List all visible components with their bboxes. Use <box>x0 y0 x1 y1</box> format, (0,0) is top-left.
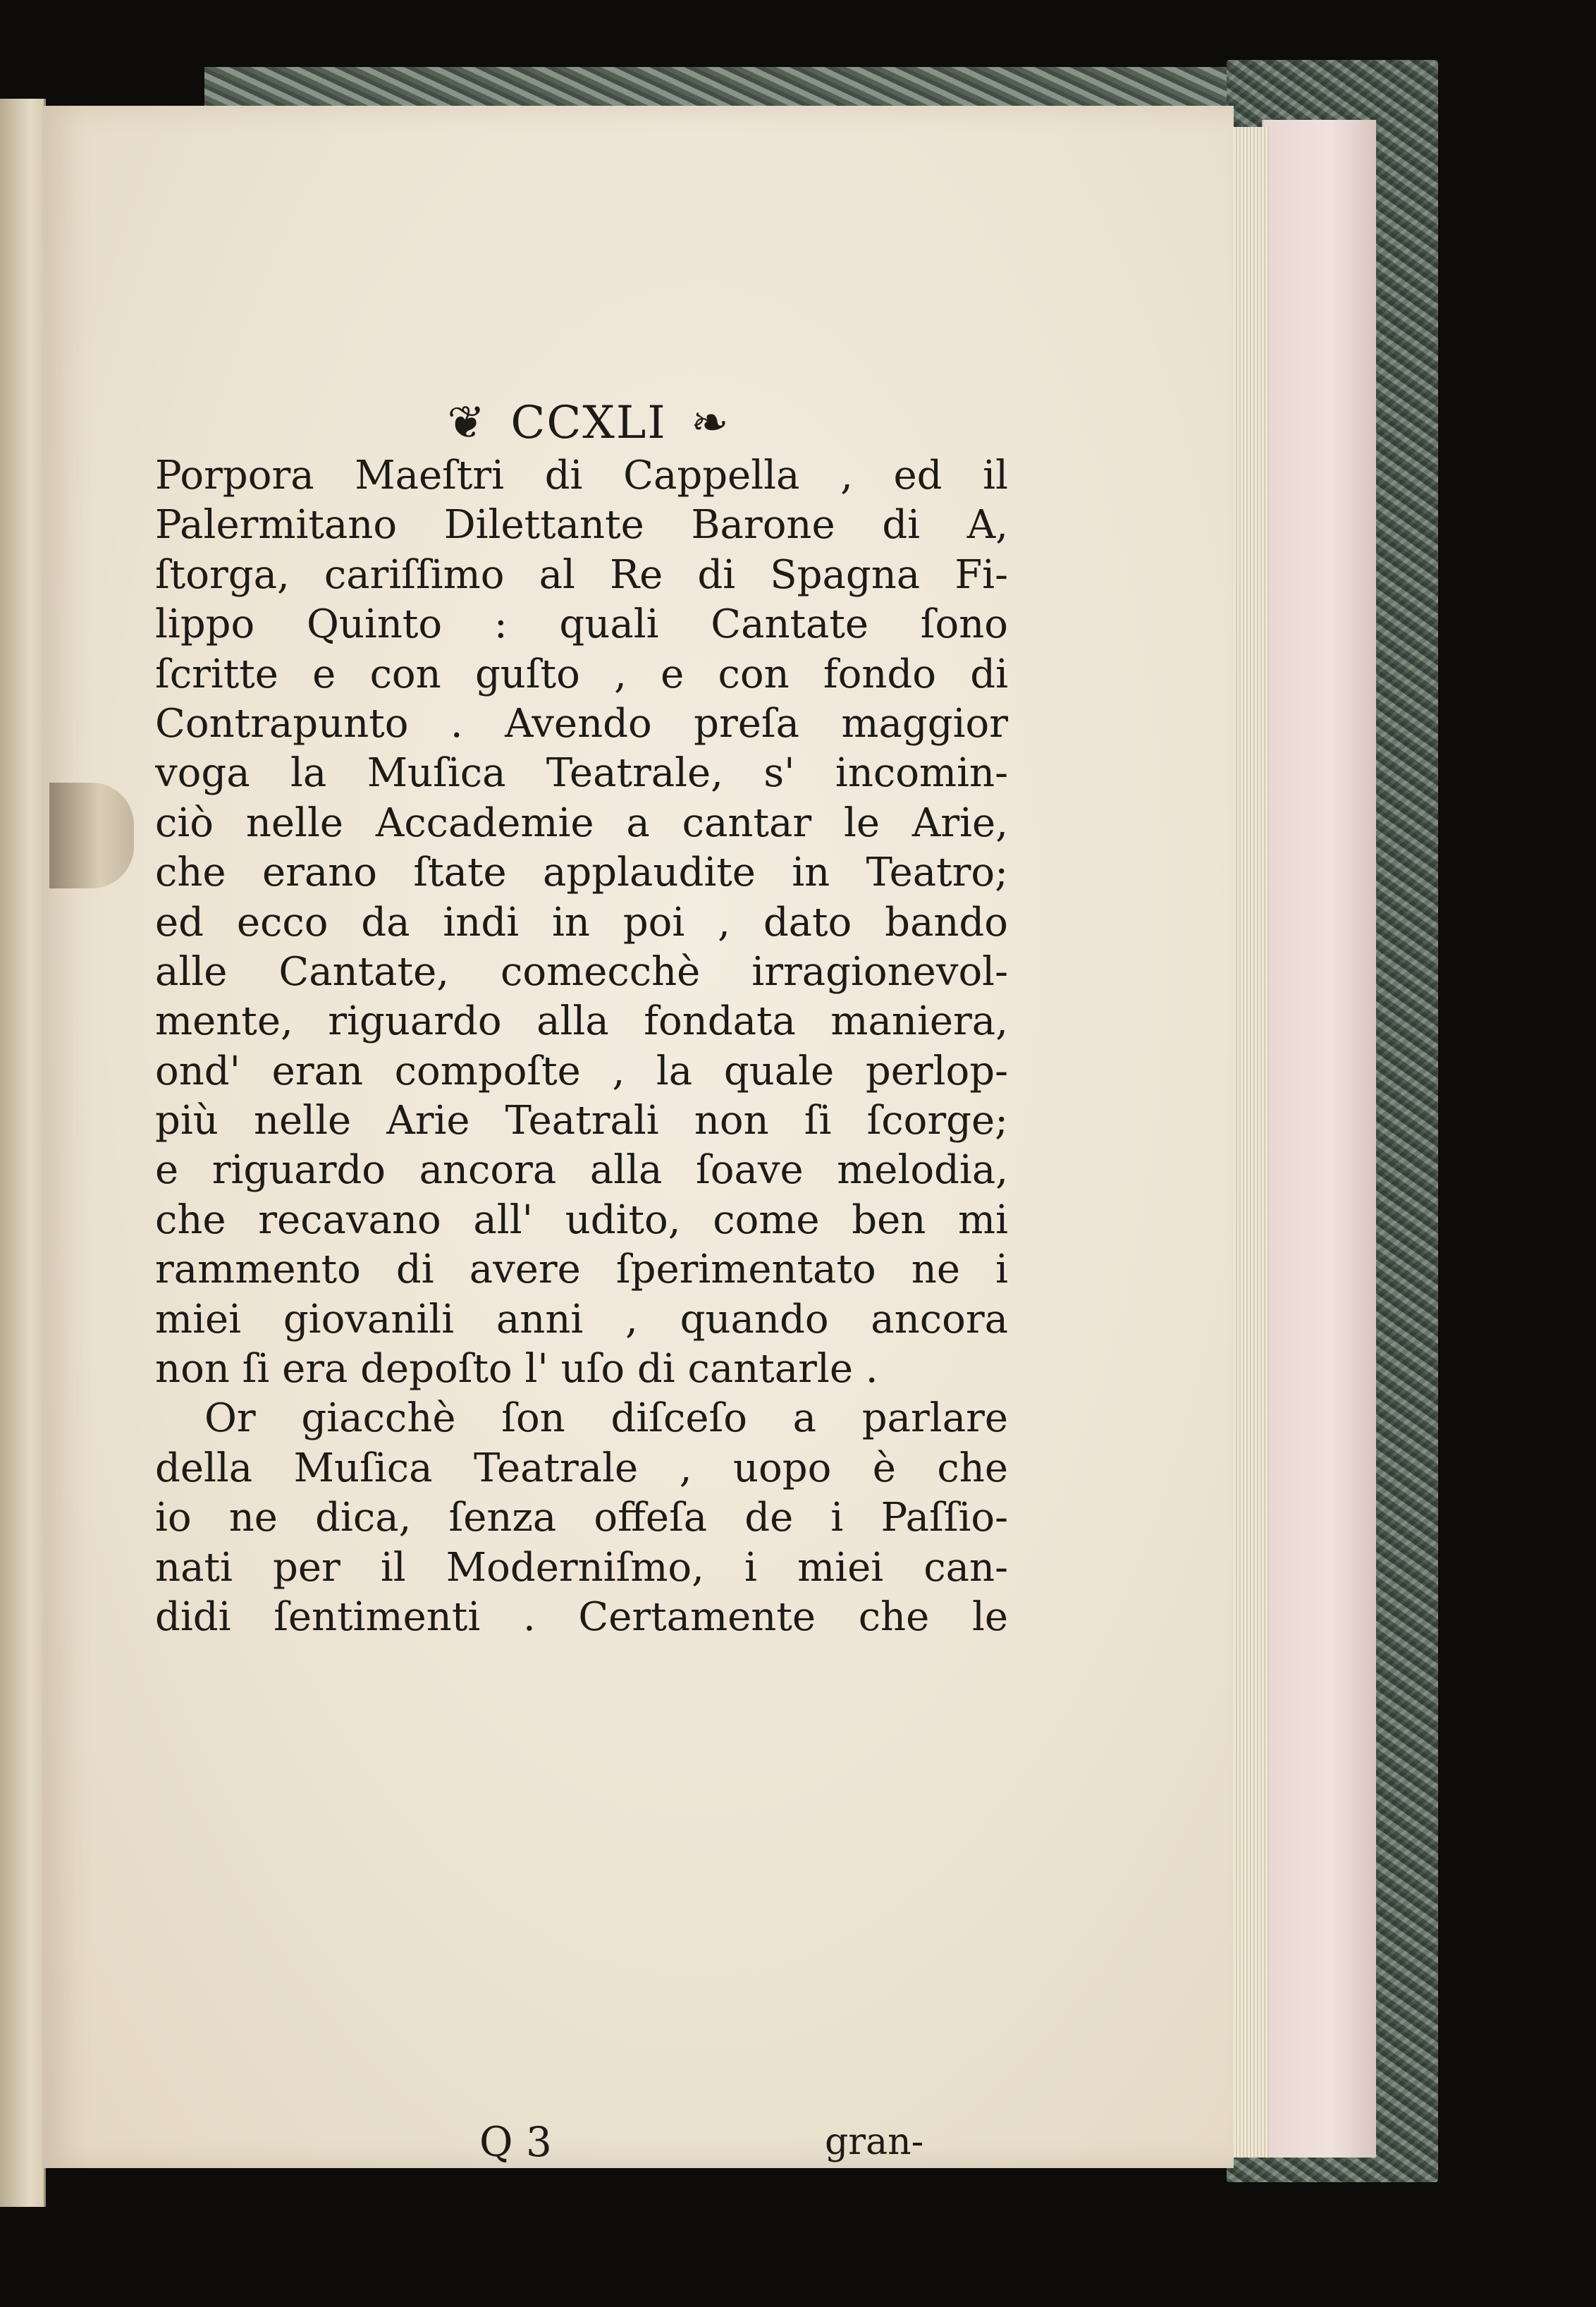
catchword: gran- <box>825 2121 924 2163</box>
text-line: Or giacchè ſon diſceſo a parlare <box>204 1395 1008 1442</box>
book-page <box>42 106 1234 2168</box>
text-line: voga la Muſica Teatrale, s' incomin- <box>155 750 1008 797</box>
text-line: Palermitano Dilettante Barone di A, <box>155 502 1008 549</box>
text-line: lippo Quinto : quali Cantate ſono <box>155 601 1008 648</box>
text-line: miei giovanili anni , quando ancora <box>155 1296 1008 1342</box>
page-header: ❦ CCXLI ❧ <box>447 397 730 449</box>
text-line: nati per il Moderniſmo, i miei can- <box>155 1544 1008 1591</box>
page-text <box>155 397 1008 2166</box>
text-line: che recavano all' udito, come ben mi <box>155 1197 1008 1243</box>
signature-mark: Q 3 <box>479 2118 552 2166</box>
text-line: e riguardo ancora alla ſoave melodia, <box>155 1147 1008 1194</box>
text-line: io ne dica, ſenza offeſa de i Paſſio- <box>155 1495 1008 1541</box>
text-line: ed ecco da indi in poi , dato bando <box>155 899 1008 946</box>
text-line: didi ſentimenti . Certamente che le <box>155 1593 1008 1640</box>
text-line: ſtorga, cariſſimo al Re di Spagna Fi- <box>155 551 1008 598</box>
text-line: che erano ſtate applaudite in Teatro; <box>155 850 1008 896</box>
paper-fold <box>49 783 134 888</box>
endpaper <box>1262 120 1376 2158</box>
page-footer <box>155 2117 1008 2174</box>
text-line: mente, riguardo alla fondata maniera, <box>155 998 1008 1045</box>
text-line: alle Cantate, comecchè irragionevol- <box>155 948 1008 995</box>
previous-leaf-edge <box>0 99 46 2207</box>
text-line: più nelle Arie Teatrali non ſi ſcorge; <box>155 1098 1008 1144</box>
text-line: Contrapunto . Avendo preſa maggior <box>155 700 1008 747</box>
text-line: ciò nelle Accademie a cantar le Arie, <box>155 800 1008 846</box>
text-line: ſcritte e con guſto , e con fondo di <box>155 651 1008 697</box>
text-line: Porpora Maeſtri di Cappella , ed il <box>155 453 1008 498</box>
text-line: della Muſica Teatrale , uopo è che <box>155 1445 1008 1491</box>
text-line: non ſi era depoſto l' uſo di cantarle . <box>155 1346 878 1393</box>
text-line: rammento di avere ſperimentato ne i <box>155 1247 1008 1293</box>
text-line: ond' eran compoſte , la quale perlop- <box>155 1048 1008 1094</box>
